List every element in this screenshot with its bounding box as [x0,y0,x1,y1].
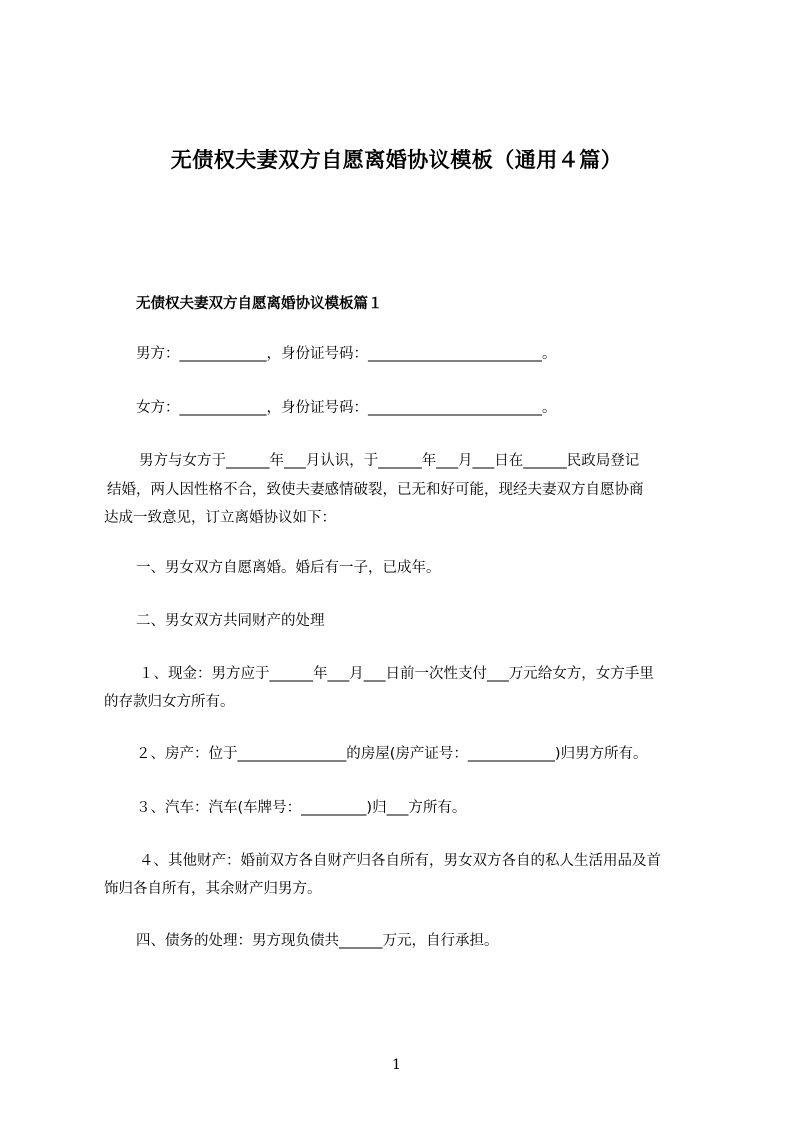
debt-clause: 四、债务的处理：男方现负债共______万元，自行承担。 [136,933,499,949]
cash-clause-line-2: 的存款归女方所有。 [104,694,235,710]
clause-1: 一、男女双方自愿离婚。婚后有一子，已成年。 [136,560,441,576]
car-clause: ３、汽车：汽车(车牌号：_________)归___方所有。 [136,800,467,816]
intro-paragraph-line-1: 男方与女方于______年___月认识，于______年___月___日在______民政局登记 [139,453,640,469]
other-property-line-1: ４、其他财产：婚前双方各自财产归各自所有，男女双方各自的私人生活用品及首 [139,853,661,869]
section-heading: 无债权夫妻双方自愿离婚协议模板篇１ [136,296,383,312]
clause-2-heading: 二、男女双方共同财产的处理 [136,613,325,629]
document-title: 无债权夫妻双方自愿离婚协议模板（通用４篇） [170,148,623,172]
cash-clause-line-1: １、现金：男方应于______年___月___日前一次性支付___万元给女方，女方手里 [139,666,654,682]
wife-info-line: 女方：____________，身份证号码：________________________。 [136,400,557,416]
intro-paragraph-line-2: 结婚，两人因性格不合，致使夫妻感情破裂，已无和好可能，现经夫妻双方自愿协商 [107,482,644,498]
other-property-line-2: 饰归各自所有，其余财产归男方。 [104,881,322,897]
house-clause: ２、房产：位于_______________的房屋(房产证号：____________)归男方所有。 [136,746,648,762]
husband-info-line: 男方：____________，身份证号码：________________________。 [136,346,557,362]
intro-paragraph-line-3: 达成一致意见，订立离婚协议如下： [104,510,336,526]
page-number: 1 [392,1057,401,1073]
